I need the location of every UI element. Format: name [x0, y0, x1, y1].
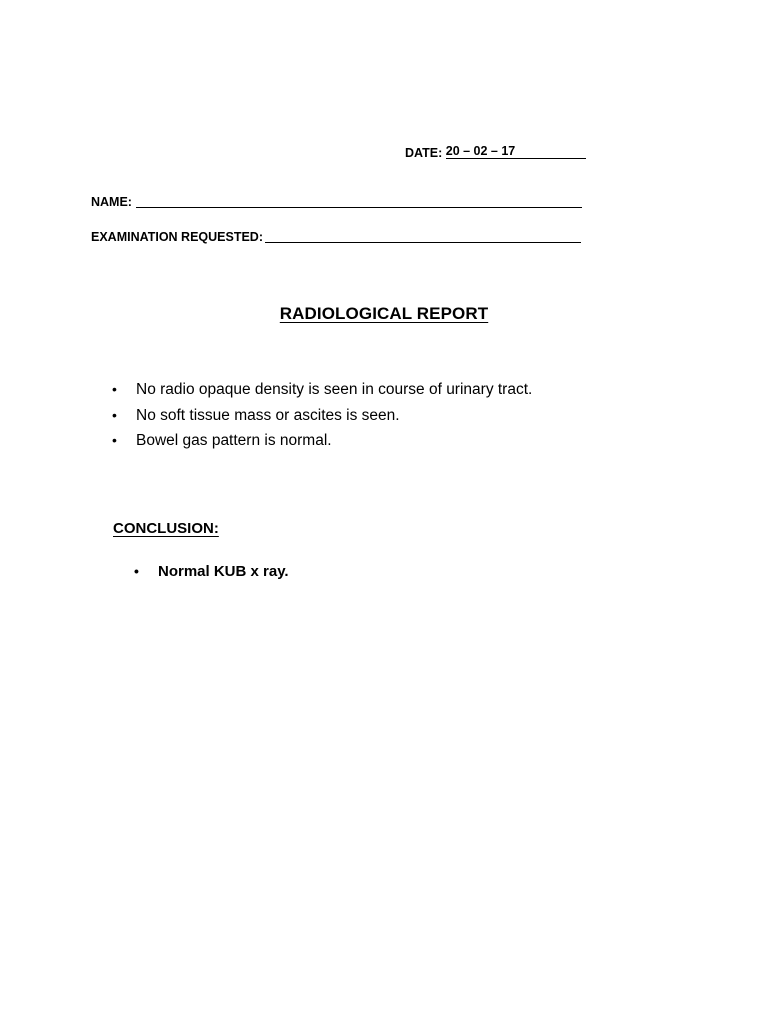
- examination-field: [91, 228, 581, 243]
- list-item: [112, 377, 532, 403]
- bullet-icon: •: [112, 432, 117, 448]
- report-title: RADIOLOGICAL REPORT: [279, 304, 489, 323]
- finding-text: No soft tissue mass or ascites is seen.: [136, 406, 400, 424]
- date-value: 20 – 02 – 17: [445, 143, 516, 158]
- date-line: [446, 144, 586, 159]
- findings-list: [112, 377, 532, 454]
- conclusion-heading: CONCLUSION:: [113, 520, 219, 537]
- finding-text: No radio opaque density is seen in course of urinary tract.: [136, 381, 533, 398]
- name-line: [136, 193, 582, 208]
- finding-text: Bowel gas pattern is normal.: [136, 432, 332, 449]
- name-label: NAME:: [91, 194, 132, 209]
- examination-label: EXAMINATION REQUESTED:: [91, 229, 263, 244]
- list-item: [134, 560, 289, 583]
- conclusion-list: [134, 560, 289, 583]
- examination-line: [265, 228, 581, 243]
- list-item: [112, 403, 532, 429]
- date-label: DATE:: [405, 145, 446, 160]
- name-field: [91, 193, 582, 208]
- date-field: [405, 144, 586, 159]
- bullet-icon: •: [112, 381, 117, 397]
- conclusion-text: Normal KUB x ray.: [158, 563, 289, 580]
- bullet-icon: •: [134, 563, 139, 579]
- bullet-icon: •: [112, 406, 117, 423]
- list-item: [112, 428, 532, 454]
